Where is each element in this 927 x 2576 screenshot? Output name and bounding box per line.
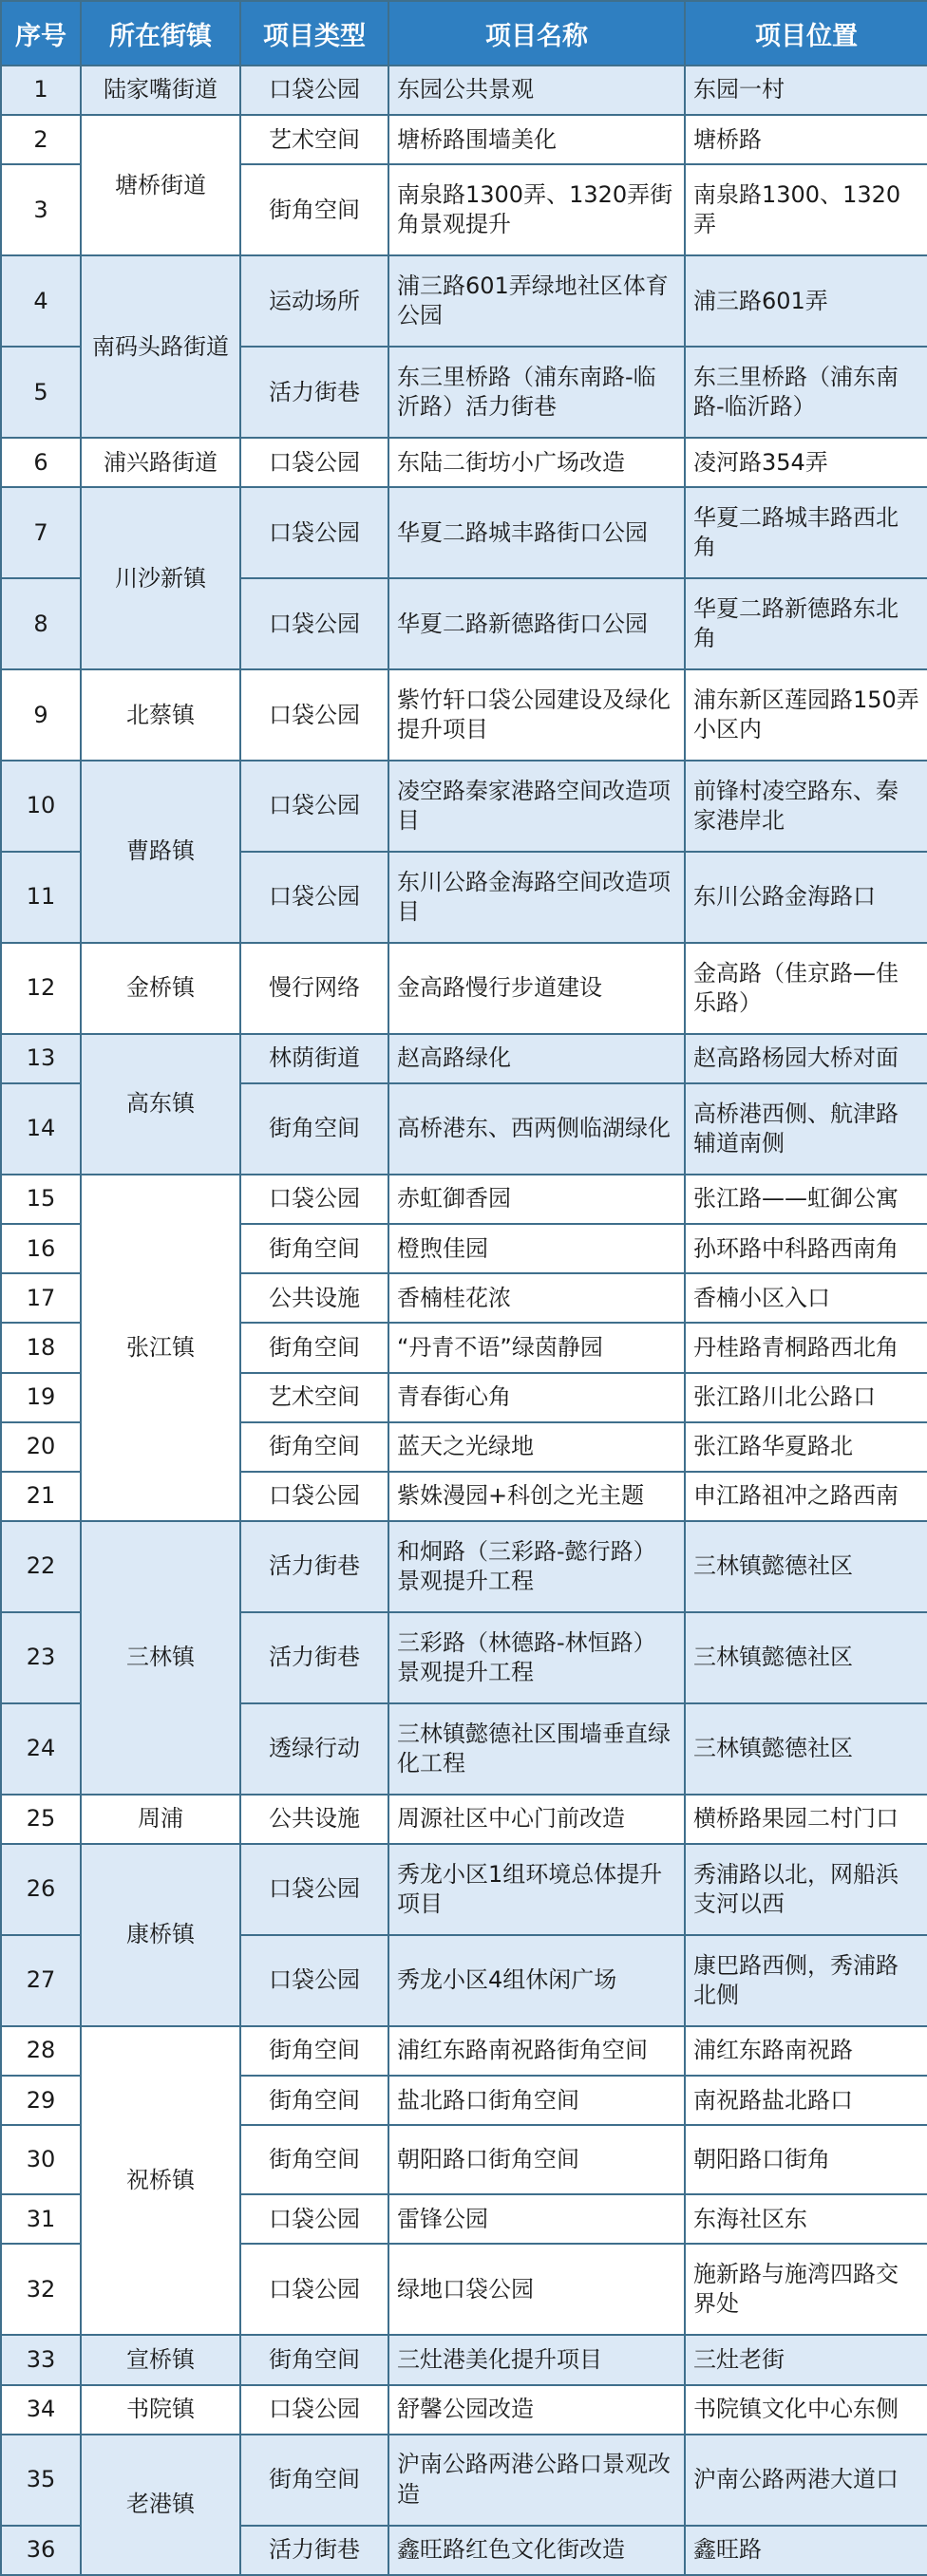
street-town-cell: 金桥镇	[81, 943, 240, 1034]
project-name-cell: 紫竹轩口袋公园建设及绿化提升项目	[388, 669, 685, 761]
street-town-cell: 周浦	[81, 1795, 240, 1844]
project-location-cell: 华夏二路新德路东北角	[685, 578, 927, 669]
street-town-cell: 书院镇	[81, 2385, 240, 2435]
serial-no-cell: 7	[1, 487, 81, 578]
serial-no-cell: 10	[1, 761, 81, 852]
serial-no-cell: 24	[1, 1703, 81, 1795]
project-name-cell: 高桥港东、西两侧临湖绿化	[388, 1083, 685, 1175]
serial-no-cell: 34	[1, 2385, 81, 2435]
serial-no-cell: 13	[1, 1034, 81, 1083]
project-name-cell: 绿地口袋公园	[388, 2244, 685, 2335]
project-name-cell: 雷锋公园	[388, 2194, 685, 2244]
table-row	[1, 438, 927, 487]
project-type-cell: 活力街巷	[240, 1521, 388, 1612]
serial-no-cell: 26	[1, 1844, 81, 1935]
project-name-cell: 凌空路秦家港路空间改造项目	[388, 761, 685, 852]
project-location-cell: 张江路——虹御公寓	[685, 1175, 927, 1224]
table-row	[1, 1795, 927, 1844]
serial-no-cell: 19	[1, 1373, 81, 1422]
project-type-cell: 街角空间	[240, 2026, 388, 2076]
project-name-cell: 周源社区中心门前改造	[388, 1795, 685, 1844]
project-type-cell: 透绿行动	[240, 1703, 388, 1795]
serial-no-cell: 16	[1, 1224, 81, 1273]
project-type-cell: 活力街巷	[240, 347, 388, 438]
project-location-cell: 三林镇懿德社区	[685, 1703, 927, 1795]
serial-no-cell: 33	[1, 2335, 81, 2384]
serial-no-cell: 17	[1, 1273, 81, 1323]
project-type-cell: 口袋公园	[240, 2244, 388, 2335]
project-type-cell: 艺术空间	[240, 115, 388, 164]
project-type-cell: 街角空间	[240, 1083, 388, 1175]
serial-no-cell: 1	[1, 66, 81, 115]
street-town-cell: 北蔡镇	[81, 669, 240, 761]
project-location-cell: 前锋村凌空路东、秦家港岸北	[685, 761, 927, 852]
serial-no-cell: 35	[1, 2435, 81, 2526]
project-name-cell: 南泉路1300弄、1320弄街角景观提升	[388, 164, 685, 255]
project-type-cell: 口袋公园	[240, 852, 388, 943]
street-town-cell: 张江镇	[81, 1175, 240, 1521]
project-location-cell: 张江路华夏路北	[685, 1422, 927, 1472]
street-town-cell: 宣桥镇	[81, 2335, 240, 2384]
street-town-cell: 康桥镇	[81, 1844, 240, 2026]
project-name-cell: 三林镇懿德社区围墙垂直绿化工程	[388, 1703, 685, 1795]
serial-no-cell: 36	[1, 2526, 81, 2575]
project-location-cell: 秀浦路以北，网船浜支河以西	[685, 1844, 927, 1935]
project-location-cell: 东园一村	[685, 66, 927, 115]
table-row	[1, 255, 927, 347]
project-type-cell: 街角空间	[240, 2335, 388, 2384]
table-row	[1, 2385, 927, 2435]
serial-no-cell: 29	[1, 2076, 81, 2125]
serial-no-cell: 32	[1, 2244, 81, 2335]
project-type-cell: 口袋公园	[240, 487, 388, 578]
table-row	[1, 115, 927, 164]
project-location-cell: 东三里桥路（浦东南路-临沂路）	[685, 347, 927, 438]
serial-no-cell: 12	[1, 943, 81, 1034]
serial-no-cell: 4	[1, 255, 81, 347]
project-type-cell: 公共设施	[240, 1795, 388, 1844]
serial-no-cell: 9	[1, 669, 81, 761]
project-type-cell: 街角空间	[240, 2076, 388, 2125]
project-name-cell: 浦三路601弄绿地社区体育公园	[388, 255, 685, 347]
project-name-cell: 秀龙小区4组休闲广场	[388, 1935, 685, 2026]
project-name-cell: 华夏二路城丰路街口公园	[388, 487, 685, 578]
project-name-cell: “丹青不语”绿茵静园	[388, 1323, 685, 1372]
serial-no-cell: 14	[1, 1083, 81, 1175]
street-town-cell: 陆家嘴街道	[81, 66, 240, 115]
serial-no-cell: 27	[1, 1935, 81, 2026]
project-type-cell: 口袋公园	[240, 1935, 388, 2026]
project-location-cell: 张江路川北公路口	[685, 1373, 927, 1422]
project-name-cell: 东川公路金海路空间改造项目	[388, 852, 685, 943]
project-location-cell: 浦三路601弄	[685, 255, 927, 347]
project-name-cell: 紫姝漫园+科创之光主题	[388, 1472, 685, 1521]
table-row	[1, 761, 927, 852]
serial-no-cell: 23	[1, 1612, 81, 1703]
project-type-cell: 街角空间	[240, 2435, 388, 2526]
project-type-cell: 口袋公园	[240, 1472, 388, 1521]
header-project-name: 项目名称	[388, 1, 685, 66]
project-location-cell: 三林镇懿德社区	[685, 1612, 927, 1703]
project-location-cell: 浦东新区莲园路150弄小区内	[685, 669, 927, 761]
street-town-cell: 曹路镇	[81, 761, 240, 943]
project-location-cell: 丹桂路青桐路西北角	[685, 1323, 927, 1372]
project-type-cell: 口袋公园	[240, 2385, 388, 2435]
project-location-cell: 三灶老街	[685, 2335, 927, 2384]
project-type-cell: 口袋公园	[240, 669, 388, 761]
project-location-cell: 香楠小区入口	[685, 1273, 927, 1323]
project-name-cell: 香楠桂花浓	[388, 1273, 685, 1323]
project-name-cell: 赵高路绿化	[388, 1034, 685, 1083]
project-type-cell: 口袋公园	[240, 2194, 388, 2244]
project-name-cell: 赤虹御香园	[388, 1175, 685, 1224]
project-location-cell: 书院镇文化中心东侧	[685, 2385, 927, 2435]
table-header	[1, 1, 927, 66]
project-name-cell: 和炯路（三彩路-懿行路）景观提升工程	[388, 1521, 685, 1612]
serial-no-cell: 31	[1, 2194, 81, 2244]
project-type-cell: 口袋公园	[240, 578, 388, 669]
serial-no-cell: 15	[1, 1175, 81, 1224]
project-location-cell: 浦红东路南祝路	[685, 2026, 927, 2076]
project-location-cell: 华夏二路城丰路西北角	[685, 487, 927, 578]
project-location-cell: 南祝路盐北路口	[685, 2076, 927, 2125]
table-row	[1, 2335, 927, 2384]
street-town-cell: 塘桥街道	[81, 115, 240, 255]
project-type-cell: 林荫街道	[240, 1034, 388, 1083]
street-town-cell: 老港镇	[81, 2435, 240, 2575]
project-name-cell: 朝阳路口街角空间	[388, 2125, 685, 2194]
header-street-town: 所在街镇	[81, 1, 240, 66]
serial-no-cell: 21	[1, 1472, 81, 1521]
table-row	[1, 2026, 927, 2076]
serial-no-cell: 2	[1, 115, 81, 164]
table-row	[1, 1034, 927, 1083]
project-type-cell: 街角空间	[240, 2125, 388, 2194]
street-town-cell: 南码头路街道	[81, 255, 240, 438]
project-location-cell: 凌河路354弄	[685, 438, 927, 487]
header-serial-no: 序号	[1, 1, 81, 66]
table-row	[1, 66, 927, 115]
project-name-cell: 舒馨公园改造	[388, 2385, 685, 2435]
project-name-cell: 鑫旺路红色文化街改造	[388, 2526, 685, 2575]
project-type-cell: 街角空间	[240, 1323, 388, 1372]
table-body	[1, 66, 927, 2575]
street-town-cell: 浦兴路街道	[81, 438, 240, 487]
project-type-cell: 活力街巷	[240, 2526, 388, 2575]
project-name-cell: 青春街心角	[388, 1373, 685, 1422]
project-name-cell: 橙煦佳园	[388, 1224, 685, 1273]
project-type-cell: 运动场所	[240, 255, 388, 347]
table-row	[1, 1521, 927, 1612]
project-location-cell: 东川公路金海路口	[685, 852, 927, 943]
project-name-cell: 秀龙小区1组环境总体提升项目	[388, 1844, 685, 1935]
project-location-cell: 三林镇懿德社区	[685, 1521, 927, 1612]
project-location-cell: 鑫旺路	[685, 2526, 927, 2575]
project-name-cell: 金高路慢行步道建设	[388, 943, 685, 1034]
project-name-cell: 东园公共景观	[388, 66, 685, 115]
header-row	[1, 1, 927, 66]
project-location-cell: 横桥路果园二村门口	[685, 1795, 927, 1844]
serial-no-cell: 30	[1, 2125, 81, 2194]
project-type-cell: 口袋公园	[240, 1844, 388, 1935]
project-name-cell: 浦红东路南祝路街角空间	[388, 2026, 685, 2076]
project-type-cell: 口袋公园	[240, 761, 388, 852]
table-row	[1, 487, 927, 578]
project-type-cell: 街角空间	[240, 1422, 388, 1472]
project-location-cell: 施新路与施湾四路交界处	[685, 2244, 927, 2335]
header-project-type: 项目类型	[240, 1, 388, 66]
project-type-cell: 口袋公园	[240, 1175, 388, 1224]
table-row	[1, 669, 927, 761]
project-name-cell: 蓝天之光绿地	[388, 1422, 685, 1472]
serial-no-cell: 22	[1, 1521, 81, 1612]
street-town-cell: 川沙新镇	[81, 487, 240, 669]
project-name-cell: 盐北路口街角空间	[388, 2076, 685, 2125]
project-type-cell: 口袋公园	[240, 438, 388, 487]
project-location-cell: 南泉路1300、1320弄	[685, 164, 927, 255]
project-type-cell: 公共设施	[240, 1273, 388, 1323]
project-type-cell: 街角空间	[240, 1224, 388, 1273]
table-row	[1, 943, 927, 1034]
project-type-cell: 艺术空间	[240, 1373, 388, 1422]
serial-no-cell: 5	[1, 347, 81, 438]
project-name-cell: 华夏二路新德路街口公园	[388, 578, 685, 669]
project-location-cell: 赵高路杨园大桥对面	[685, 1034, 927, 1083]
serial-no-cell: 25	[1, 1795, 81, 1844]
project-location-cell: 高桥港西侧、航津路辅道南侧	[685, 1083, 927, 1175]
project-name-cell: 东三里桥路（浦东南路-临沂路）活力街巷	[388, 347, 685, 438]
project-type-cell: 慢行网络	[240, 943, 388, 1034]
serial-no-cell: 11	[1, 852, 81, 943]
project-name-cell: 塘桥路围墙美化	[388, 115, 685, 164]
street-town-cell: 祝桥镇	[81, 2026, 240, 2335]
serial-no-cell: 6	[1, 438, 81, 487]
serial-no-cell: 3	[1, 164, 81, 255]
header-project-location: 项目位置	[685, 1, 927, 66]
table-row	[1, 2435, 927, 2526]
serial-no-cell: 20	[1, 1422, 81, 1472]
table-row	[1, 1844, 927, 1935]
project-name-cell: 三灶港美化提升项目	[388, 2335, 685, 2384]
project-type-cell: 街角空间	[240, 164, 388, 255]
project-name-cell: 三彩路（林德路-林恒路）景观提升工程	[388, 1612, 685, 1703]
project-location-cell: 塘桥路	[685, 115, 927, 164]
project-location-cell: 朝阳路口街角	[685, 2125, 927, 2194]
project-location-cell: 沪南公路两港大道口	[685, 2435, 927, 2526]
project-location-cell: 金高路（佳京路—佳乐路）	[685, 943, 927, 1034]
project-type-cell: 口袋公园	[240, 66, 388, 115]
project-name-cell: 沪南公路两港公路口景观改造	[388, 2435, 685, 2526]
project-location-cell: 申江路祖冲之路西南	[685, 1472, 927, 1521]
serial-no-cell: 28	[1, 2026, 81, 2076]
street-town-cell: 三林镇	[81, 1521, 240, 1795]
project-location-cell: 康巴路西侧，秀浦路北侧	[685, 1935, 927, 2026]
project-location-cell: 孙环路中科路西南角	[685, 1224, 927, 1273]
serial-no-cell: 18	[1, 1323, 81, 1372]
project-location-cell: 东海社区东	[685, 2194, 927, 2244]
project-type-cell: 活力街巷	[240, 1612, 388, 1703]
table-row	[1, 1175, 927, 1224]
project-name-cell: 东陆二街坊小广场改造	[388, 438, 685, 487]
street-town-cell: 高东镇	[81, 1034, 240, 1175]
serial-no-cell: 8	[1, 578, 81, 669]
